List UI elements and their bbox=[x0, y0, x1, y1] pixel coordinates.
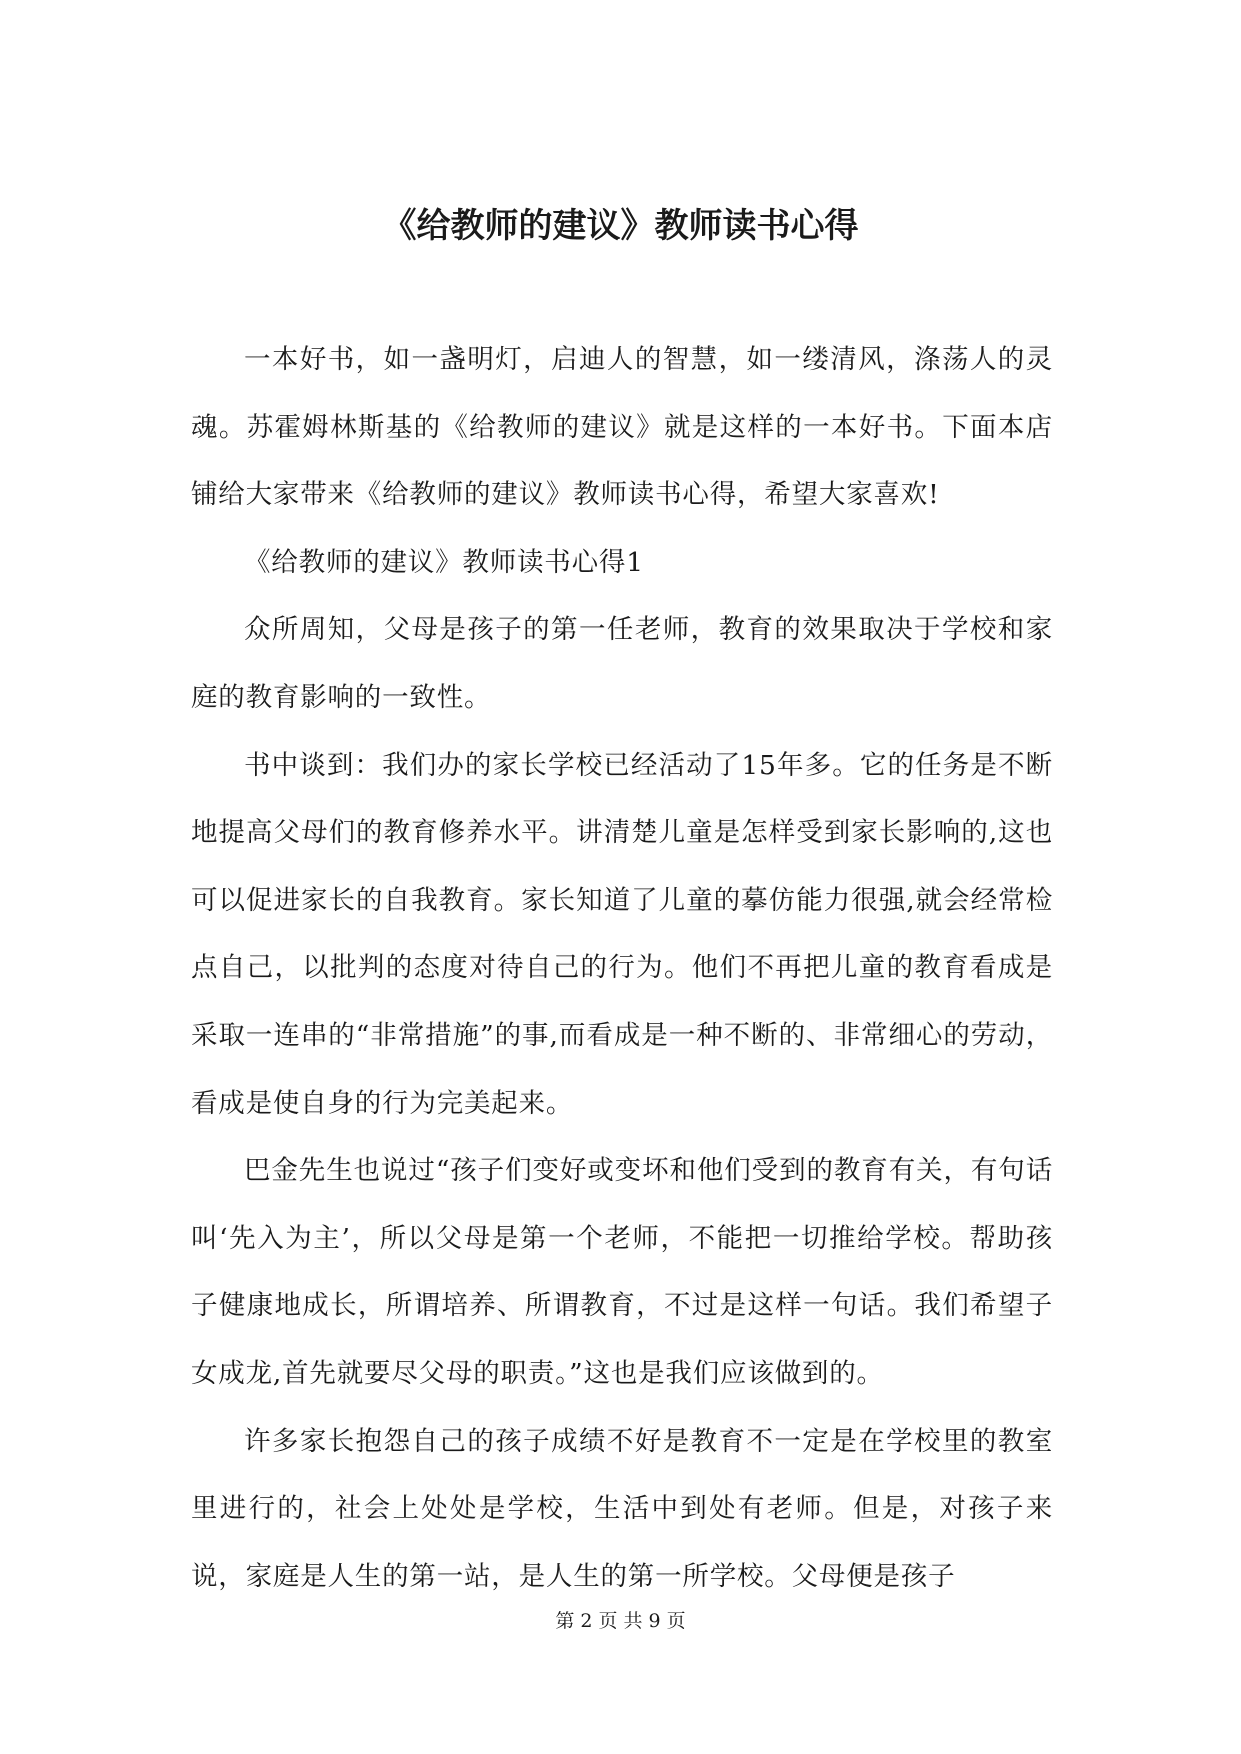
page-number-footer: 第 2 页 共 9 页 bbox=[555, 1610, 686, 1632]
document-title: 《给教师的建议》教师读书心得 bbox=[382, 206, 859, 246]
section-heading: 《给教师的建议》教师读书心得1 bbox=[244, 546, 644, 578]
paragraph-intro: 一本好书，如一盏明灯，启迪人的智慧，如一缕清风，涤荡人的灵魂。苏霍姆林斯基的《给教师的建议》就是这样的一本好书。下面本店铺给大家带来《给教师的建议》教师读书心得，希望大家喜欢! bbox=[191, 344, 1053, 511]
paragraph: 书中谈到：我们办的家长学校已经活动了15年多。它的任务是不断地提高父母们的教育修养水平。讲清楚儿童是怎样受到家长影响的,这也可以促进家长的自我教育。家长知道了儿童的摹仿能力很强,就会经常检点自己，以批判的态度对待自己的行为。他们不再把儿童的教育看成是采取一连串的“非常措施”的事,而看成是一种不断的、非常细心的劳动，看成是使自身的行为完美起来。 bbox=[191, 749, 1053, 1119]
paragraph: 巴金先生也说过“孩子们变好或变坏和他们受到的教育有关，有句话叫‘先入为主’，所以父母是第一个老师，不能把一切推给学校。帮助孩子健康地成长，所谓培养、所谓教育，不过是这样一句话。我们希望子女成龙,首先就要尽父母的职责。”这也是我们应该做到的。 bbox=[191, 1155, 1053, 1389]
document-body bbox=[191, 326, 1053, 1610]
paragraph: 许多家长抱怨自己的孩子成绩不好是教育不一定是在学校里的教室里进行的，社会上处处是学校，生活中到处有老师。但是，对孩子来说，家庭是人生的第一站，是人生的第一所学校。父母便是孩子 bbox=[191, 1425, 1053, 1592]
paragraph: 众所周知，父母是孩子的第一任老师，教育的效果取决于学校和家庭的教育影响的一致性。 bbox=[191, 614, 1053, 713]
